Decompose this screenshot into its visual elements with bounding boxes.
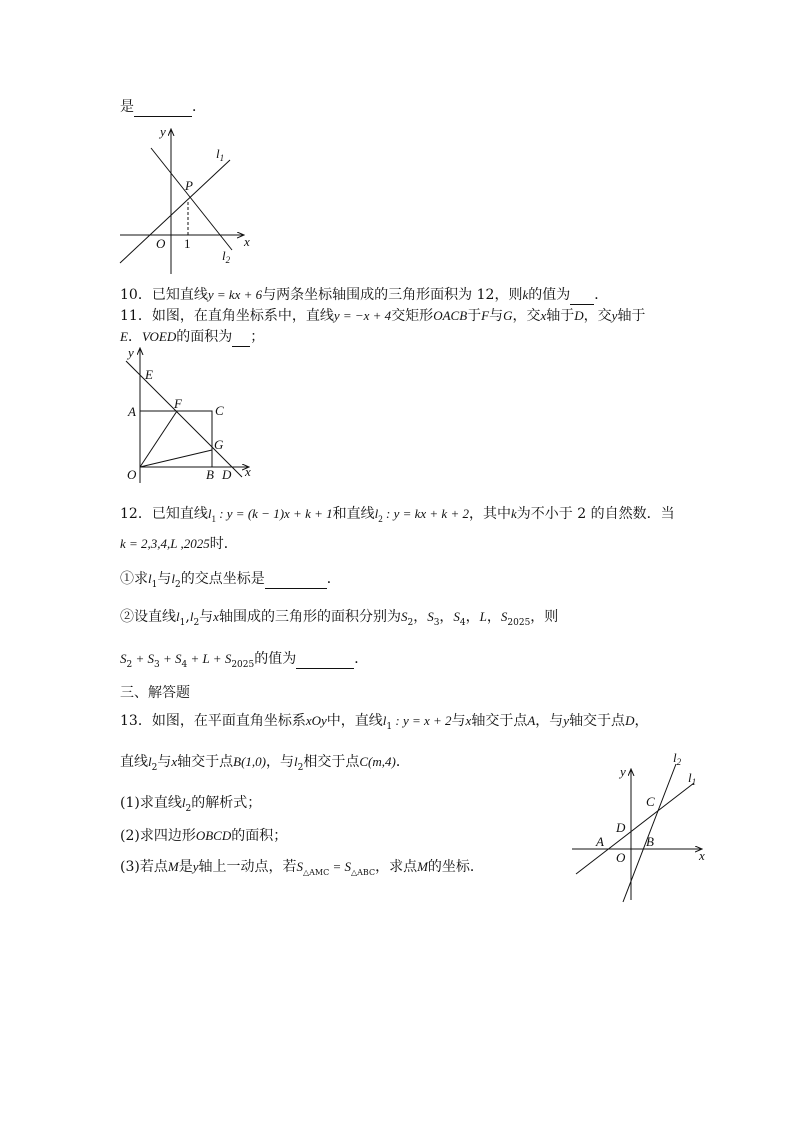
figure-q13	[568, 750, 713, 905]
figure-q11	[118, 345, 258, 485]
y-label: y	[160, 124, 166, 139]
l1-label: $l_1$	[216, 146, 225, 163]
l2-label: $l_2$	[673, 750, 682, 767]
point-p-label: P	[185, 178, 193, 193]
section-heading: 三、解答题	[120, 685, 190, 701]
a-label: A	[596, 834, 604, 849]
question-11-line2: E．VOED的面积为 ；	[120, 329, 265, 345]
question-12: 12．已知直线$l_1$ : y = (k − 1)x + k + 1和直线$l_2$ : y = kx + k + 2，其中k为不小于 2 的自然数．当	[120, 506, 675, 524]
question-13-part1: (1)求直线$l_2$的解析式；	[120, 795, 262, 814]
b-label: B	[646, 834, 654, 849]
question-13-part2: (2)求四边形OBCD的面积；	[120, 828, 288, 844]
a-label: A	[128, 404, 136, 419]
question-13: 13．如图，在平面直角坐标系xOy中，直线$l_1$ : y = x + 2与x轴交于点A，与y轴交于点D，	[120, 713, 649, 732]
segment-og	[140, 450, 212, 467]
g-label: G	[214, 437, 224, 452]
answer-blank	[134, 98, 192, 117]
y-label: y	[128, 345, 134, 360]
y-label: y	[620, 764, 626, 779]
tick-1-label: 1	[184, 236, 191, 251]
question-12-line2: k = 2,3,4,L ,2025时．	[120, 536, 238, 552]
origin-label: O	[156, 236, 166, 251]
d-label: D	[222, 467, 232, 482]
l1-label: $l_1$	[688, 770, 697, 787]
question-12-part2: ②设直线$l_1,l_2$与x轴围成的三角形的面积分别为$S_2$，$S_3$，$S_4$，L，$S_{2025}$，则	[120, 609, 559, 628]
c-label: C	[646, 794, 655, 809]
line-y-neg-x-plus-4	[126, 361, 242, 477]
q9-tail: 是 ．	[120, 99, 206, 115]
question-11: 11．如图，在直角坐标系中，直线y = −x + 4交矩形OACB于F与G，交x轴于D，交y轴于	[120, 308, 646, 324]
b-label: B	[206, 467, 214, 482]
d-label: D	[616, 820, 626, 835]
question-13-part3: (3)若点M是y轴上一动点，若$S_{\triangle AMC} = S_{\triangle ABC}$，求点M的坐标．	[120, 859, 484, 877]
figure-q9	[118, 122, 258, 277]
l2-label: $l_2$	[222, 248, 231, 265]
question-12-part1: ①求$l_1$与$l_2$的交点坐标是 ．	[120, 571, 341, 590]
o-label: O	[616, 850, 626, 865]
question-12-sum: $S_2 + S_3 + S_4 + L + S_{2025}$的值为 ．	[120, 651, 369, 670]
segment-of	[140, 411, 177, 467]
question-10: 10．已知直线y = kx + 6与两条坐标轴围成的三角形面积为 12，则k的值为 ．	[120, 287, 609, 303]
f-label: F	[174, 396, 182, 411]
line-l1	[576, 783, 694, 874]
x-label: x	[245, 464, 251, 479]
line-l1	[120, 160, 230, 263]
question-13-line2: 直线$l_2$与x轴交于点B(1,0)，与$l_2$相交于点C(m,4)．	[120, 754, 410, 773]
answer-blank	[296, 650, 354, 669]
e-label: E	[145, 367, 153, 382]
o-label: O	[127, 467, 137, 482]
c-label: C	[215, 403, 224, 418]
answer-blank	[570, 286, 594, 305]
x-label: x	[699, 848, 705, 863]
x-label: x	[244, 234, 250, 249]
answer-blank	[265, 570, 327, 589]
